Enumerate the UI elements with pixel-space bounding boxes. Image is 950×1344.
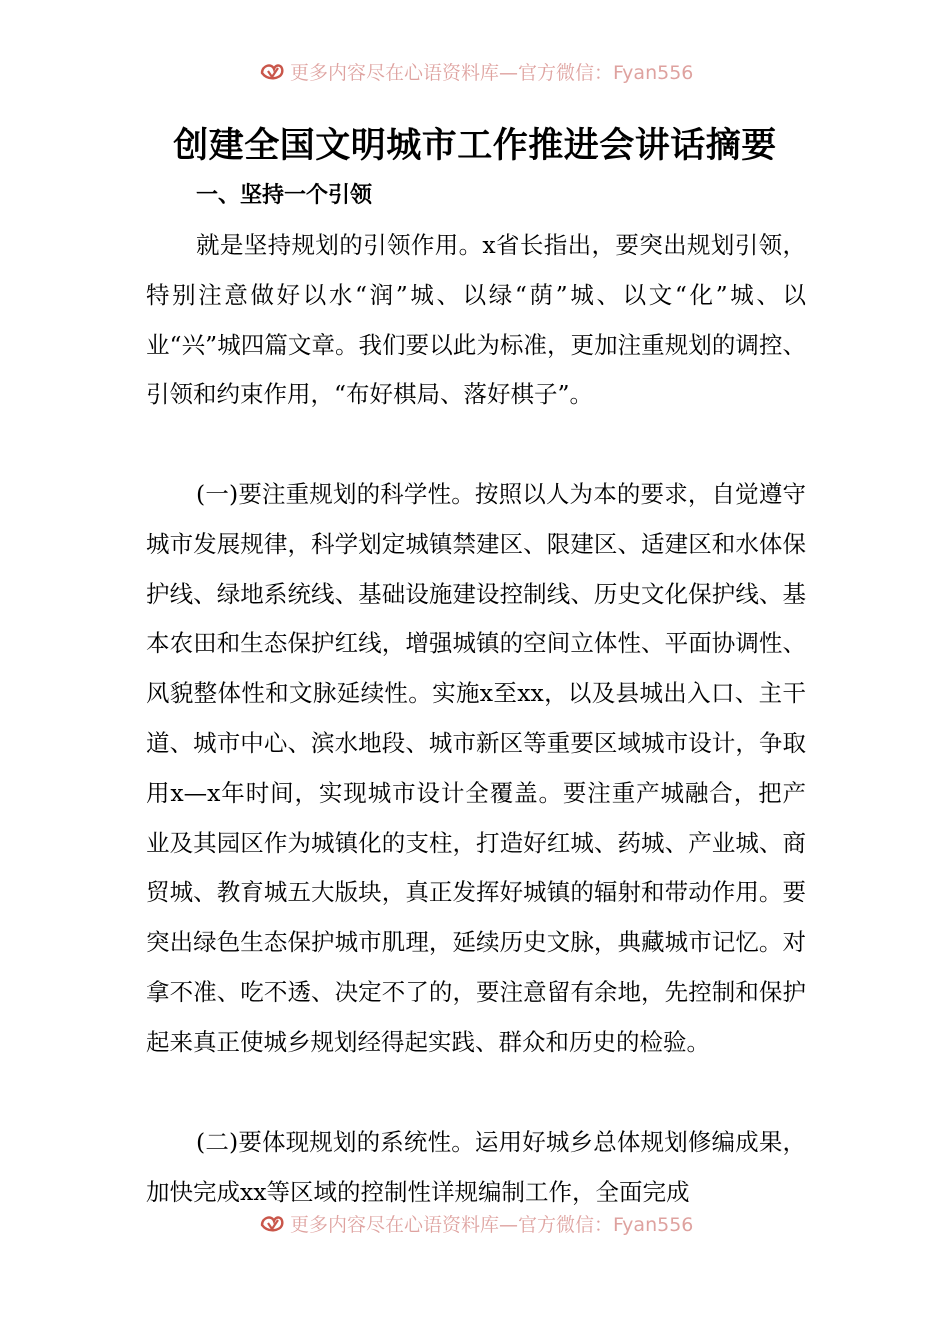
watermark-text: 更多内容尽在心语资料库—官方微信：Fyan556 — [290, 61, 694, 84]
section-heading: 一、坚持一个引领 — [196, 183, 373, 208]
paragraph: (一)要注重规划的科学性。按照以人为本的要求，自觉遵守城市发展规律，科学划定城镇禁建区、限建区、适建区和水体保护线、绿地系统线、基础设施建设控制线、历史文化保护线、基本农田和生态保护红线，增强城镇的空间立体性、平面协调性、风貌整体性和文脉延续性。实施x至xx，以及县城出入口、主干道、城市中心、滨水地段、城市新区等重要区域城市设计，争取用x—x年时间，实现城市设计全覆盖。要注重产城融合，把产业及其园区作为城镇化的支柱，打造好红城、药城、产业城、商贸城、教育城五大版块，真正发挥好城镇的辐射和带动作用。要突出绿色生态保护城市肌理，延续历史文脉，典藏城市记忆。对拿不准、吃不透、决定不了的，要注意留有余地，先控制和保护起来真正使城乡规划经得起实践、群众和历史的检验。 — [146, 480, 806, 1056]
document-title: 创建全国文明城市工作推进会讲话摘要 — [173, 125, 777, 166]
brand-logo-icon — [258, 59, 286, 83]
brand-logo-icon — [258, 1211, 286, 1235]
watermark-bottom — [258, 1208, 738, 1238]
watermark-top — [258, 56, 738, 86]
watermark-text: 更多内容尽在心语资料库—官方微信：Fyan556 — [290, 1213, 694, 1236]
paragraph: 就是坚持规划的引领作用。x省长指出，要突出规划引领，特别注意做好以水“润”城、以绿“荫”城、以文“化”城、以业“兴”城四篇文章。我们要以此为标准，更加注重规划的调控、引领和约束作用，“布好棋局、落好棋子”。 — [146, 231, 806, 409]
paragraph: (二)要体现规划的系统性。运用好城乡总体规划修编成果，加快完成xx等区域的控制性详规编制工作，全面完成 — [146, 1128, 806, 1206]
